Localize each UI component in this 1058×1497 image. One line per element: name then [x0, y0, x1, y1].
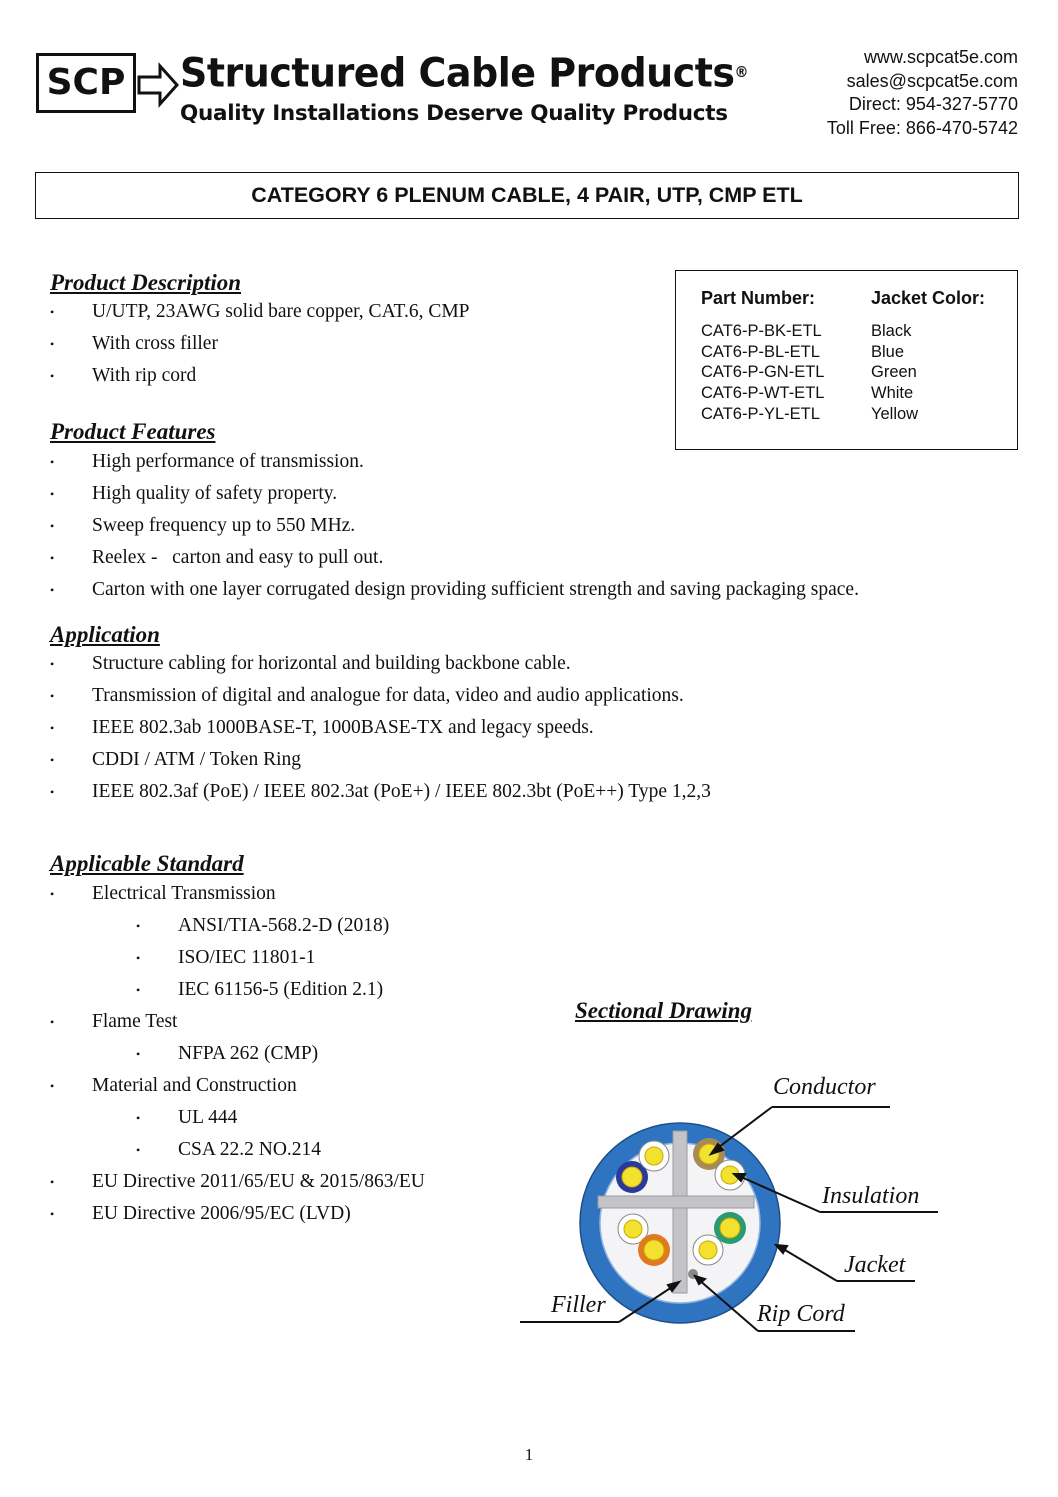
list-item: • IEEE 802.3af (PoE) / IEEE 802.3at (PoE+) / IEEE 802.3bt (PoE++) Type 1,2,3: [50, 777, 1000, 809]
part-number: CAT6-P-WT-ETL: [701, 384, 825, 403]
bullet: •: [50, 785, 55, 799]
bullet: •: [50, 721, 55, 735]
list-item: • With cross filler: [50, 329, 650, 361]
list-item: • ANSI/TIA-568.2-D (2018): [50, 911, 570, 943]
list-item: • Sweep frequency up to 550 MHz.: [50, 511, 1000, 543]
jacket-color: Yellow: [871, 404, 919, 423]
logo-arrow-icon: [136, 60, 180, 110]
part-number: CAT6-P-BL-ETL: [701, 342, 820, 361]
jacket-color: Green: [871, 363, 917, 382]
list-item: • NFPA 262 (CMP): [50, 1039, 570, 1071]
list-item: • CDDI / ATM / Token Ring: [50, 745, 1000, 777]
list-item: • Transmission of digital and analogue for data, video and audio applications.: [50, 681, 1000, 713]
list-item: • With rip cord: [50, 361, 650, 393]
bullet: •: [50, 551, 55, 565]
cross-filler-vertical: [673, 1131, 687, 1293]
product-features-list: [50, 447, 1000, 607]
bullet: •: [50, 689, 55, 703]
jacket-color: Black: [871, 322, 912, 340]
part-number-header: Part Number:: [701, 288, 816, 308]
label-jacket: Jacket: [844, 1252, 906, 1278]
jacket-color-header: Jacket Color:: [871, 288, 986, 308]
registered-mark: ®: [734, 64, 749, 82]
contact-block: [827, 46, 1018, 140]
jacket-color: Blue: [871, 342, 905, 361]
bullet: •: [50, 305, 55, 319]
heading-applicable-standard: Applicable Standard: [50, 851, 244, 876]
list-item: • ISO/IEC 11801-1: [50, 943, 570, 975]
bullet: •: [136, 919, 141, 933]
bullet: •: [50, 1079, 55, 1093]
list-item: • Flame Test: [50, 1007, 570, 1039]
list-item: • Reelex - carton and easy to pull out.: [50, 543, 1000, 575]
bullet: •: [50, 337, 55, 351]
label-rip-cord: Rip Cord: [757, 1301, 845, 1327]
bullet: •: [136, 983, 141, 997]
list-item: • EU Directive 2006/95/EC (LVD): [50, 1199, 570, 1231]
part-number-table: [675, 270, 1018, 450]
jacket-color: White: [871, 384, 914, 403]
applicable-standard-list: [50, 879, 570, 1231]
bullet: •: [50, 519, 55, 533]
list-item: • U/UTP, 23AWG solid bare copper, CAT.6, CMP: [50, 297, 650, 329]
bullet: •: [50, 487, 55, 501]
sectional-drawing: [515, 1070, 945, 1340]
list-item: • IEC 61156-5 (Edition 2.1): [50, 975, 570, 1007]
conductor: [624, 1220, 642, 1238]
bullet: •: [136, 1047, 141, 1061]
bullet: •: [50, 369, 55, 383]
list-item: • CSA 22.2 NO.214: [50, 1135, 570, 1167]
bullet: •: [50, 1175, 55, 1189]
list-item: • Electrical Transmission: [50, 879, 570, 911]
product-description-list: [50, 297, 650, 393]
bullet: •: [50, 887, 55, 901]
conductor: [720, 1218, 740, 1238]
part-number: CAT6-P-GN-ETL: [701, 363, 825, 382]
part-number-column: [701, 321, 824, 425]
page-number: 1: [524, 1445, 534, 1464]
conductor: [644, 1240, 664, 1260]
bullet: •: [50, 1207, 55, 1221]
toll-free-phone: Toll Free: 866-470-5742: [826, 117, 1018, 138]
heading-application: Application: [50, 622, 160, 647]
label-filler: Filler: [551, 1292, 606, 1318]
list-item: • High quality of safety property.: [50, 479, 1000, 511]
heading-product-features: Product Features: [50, 419, 216, 444]
label-insulation: Insulation: [822, 1183, 920, 1209]
email-link[interactable]: sales@scpcat5e.com: [846, 70, 1018, 91]
jacket-color-column: [871, 321, 918, 425]
list-item: • Material and Construction: [50, 1071, 570, 1103]
website-link[interactable]: www.scpcat5e.com: [863, 47, 1018, 67]
list-item: • Structure cabling for horizontal and building backbone cable.: [50, 649, 1000, 681]
conductor: [622, 1167, 642, 1187]
heading-product-description: Product Description: [50, 270, 242, 295]
list-item: • IEEE 802.3ab 1000BASE-T, 1000BASE-TX and legacy speeds.: [50, 713, 1000, 745]
bullet: •: [136, 951, 141, 965]
cross-filler-horizontal: [598, 1196, 754, 1208]
list-item: • UL 444: [50, 1103, 570, 1135]
application-list: [50, 649, 1000, 809]
conductor: [699, 1241, 717, 1259]
list-item: • EU Directive 2011/65/EU & 2015/863/EU: [50, 1167, 570, 1199]
list-item: • Carton with one layer corrugated design providing sufficient strength and saving packaging space.: [50, 575, 1000, 607]
direct-phone: Direct: 954-327-5770: [848, 94, 1018, 114]
document-title: CATEGORY 6 PLENUM CABLE, 4 PAIR, UTP, CMP ETL: [35, 172, 1019, 219]
brand-tagline: Quality Installations Deserve Quality Products: [180, 101, 728, 126]
part-number: CAT6-P-BK-ETL: [701, 322, 822, 340]
bullet: •: [50, 455, 55, 469]
bullet: •: [50, 657, 55, 671]
list-item: • High performance of transmission.: [50, 447, 1000, 479]
bullet: •: [50, 753, 55, 767]
part-number: CAT6-P-YL-ETL: [701, 404, 820, 423]
label-conductor: Conductor: [773, 1074, 876, 1100]
bullet: •: [136, 1111, 141, 1125]
heading-sectional-drawing: Sectional Drawing: [575, 998, 753, 1023]
conductor: [645, 1147, 663, 1165]
bullet: •: [50, 1015, 55, 1029]
brand-name: Structured Cable Products®: [180, 49, 749, 97]
bullet: •: [136, 1143, 141, 1157]
bullet: •: [50, 583, 55, 597]
logo-scp: SCP: [36, 53, 136, 113]
